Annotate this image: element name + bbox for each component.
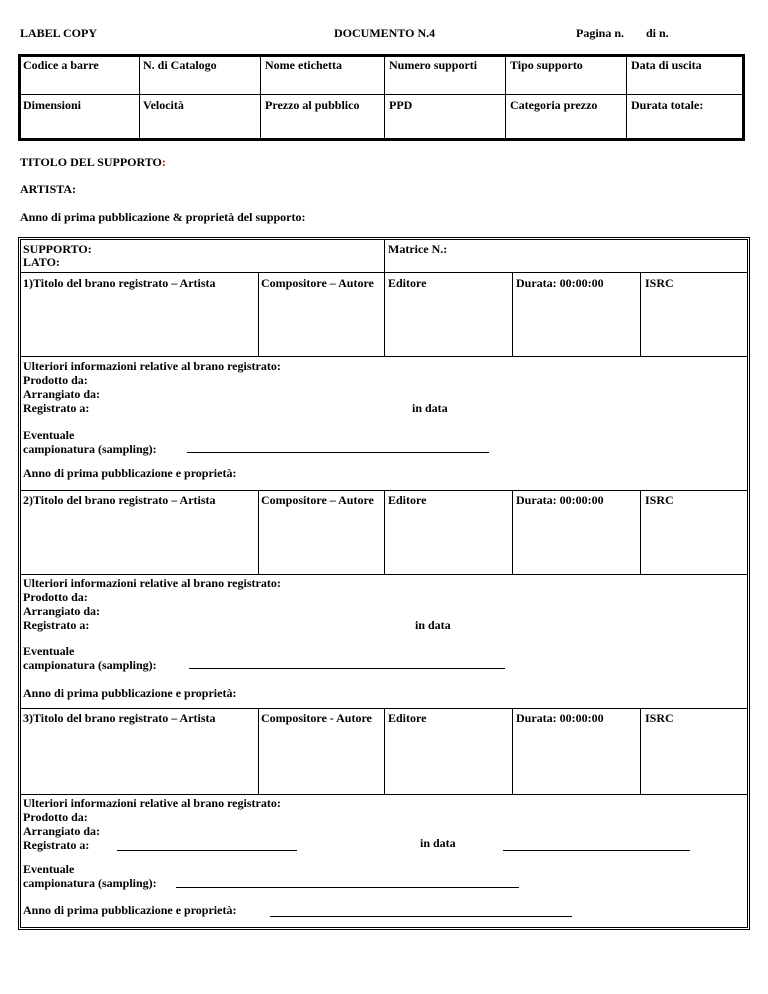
page-number-label: Pagina n.: [576, 26, 625, 40]
editore-header: Editore: [388, 711, 427, 725]
lato-label: LATO:: [23, 255, 60, 269]
sampling-underline: [187, 452, 489, 453]
sampling-label: Eventuale campionatura (sampling):: [23, 428, 157, 456]
sampling-label: Eventuale campionatura (sampling):: [23, 862, 157, 890]
track-title-header: 1)Titolo del brano registrato – Artista: [23, 276, 216, 290]
sampling-underline: [176, 887, 519, 888]
nome-etichetta-cell: Nome etichetta: [265, 58, 342, 72]
numero-supporti-cell: Numero supporti: [389, 58, 478, 72]
supporto-label: SUPPORTO:: [23, 242, 92, 256]
matrice-label: Matrice N.:: [388, 242, 448, 256]
track-title-header: 3)Titolo del brano registrato – Artista: [23, 711, 216, 725]
label-copy-title: LABEL COPY: [20, 26, 98, 40]
isrc-header: ISRC: [645, 276, 674, 290]
prezzo-pubblico-cell: Prezzo al pubblico: [265, 98, 360, 112]
in-data-label: in data: [412, 401, 448, 415]
compositore-header: Compositore - Autore: [261, 711, 372, 725]
in-data-label: in data: [415, 618, 451, 632]
sampling-underline: [189, 668, 505, 669]
anno-underline: [270, 916, 572, 917]
track-info-block: Ulteriori informazioni relative al brano registrato: Prodotto da: Arrangiato da: Registrato a:: [23, 576, 281, 632]
compositore-header: Compositore – Autore: [261, 276, 374, 290]
editore-header: Editore: [388, 276, 427, 290]
anno-track-label: Anno di prima pubblicazione e proprietà:: [23, 466, 237, 480]
durata-totale-cell: Durata totale:: [631, 98, 704, 112]
track-info-block: Ulteriori informazioni relative al brano registrato: Prodotto da: Arrangiato da: Registrato a:: [23, 359, 281, 415]
anno-supporto-label: Anno di prima pubblicazione & proprietà del supporto:: [20, 210, 306, 224]
durata-header: Durata: 00:00:00: [516, 711, 604, 725]
dimensioni-cell: Dimensioni: [23, 98, 82, 112]
in-data-label: in data: [420, 836, 456, 850]
tipo-supporto-cell: Tipo supporto: [510, 58, 583, 72]
sampling-label: Eventuale campionatura (sampling):: [23, 644, 157, 672]
track-title-header: 2)Titolo del brano registrato – Artista: [23, 493, 216, 507]
titolo-supporto-label: TITOLO DEL SUPPORTO:: [20, 155, 166, 169]
documento-number: DOCUMENTO N.4: [334, 26, 436, 40]
durata-header: Durata: 00:00:00: [516, 276, 604, 290]
isrc-header: ISRC: [645, 493, 674, 507]
compositore-header: Compositore – Autore: [261, 493, 374, 507]
anno-track-label: Anno di prima pubblicazione e proprietà:: [23, 686, 237, 700]
velocita-cell: Velocità: [143, 98, 184, 112]
catalogo-cell: N. di Catalogo: [143, 58, 217, 72]
durata-header: Durata: 00:00:00: [516, 493, 604, 507]
codice-a-barre-cell: Codice a barre: [23, 58, 99, 72]
track-info-block: Ulteriori informazioni relative al brano registrato: Prodotto da: Arrangiato da: Registrato a:: [23, 796, 281, 852]
anno-track-label: Anno di prima pubblicazione e proprietà:: [23, 903, 237, 917]
categoria-prezzo-cell: Categoria prezzo: [510, 98, 598, 112]
editore-header: Editore: [388, 493, 427, 507]
isrc-header: ISRC: [645, 711, 674, 725]
registrato-underline: [117, 850, 297, 851]
page-total-label: di n.: [646, 26, 669, 40]
ppd-cell: PPD: [389, 98, 413, 112]
artista-label: ARTISTA:: [20, 182, 77, 196]
data-uscita-cell: Data di uscita: [631, 58, 702, 72]
in-data-underline: [503, 850, 690, 851]
